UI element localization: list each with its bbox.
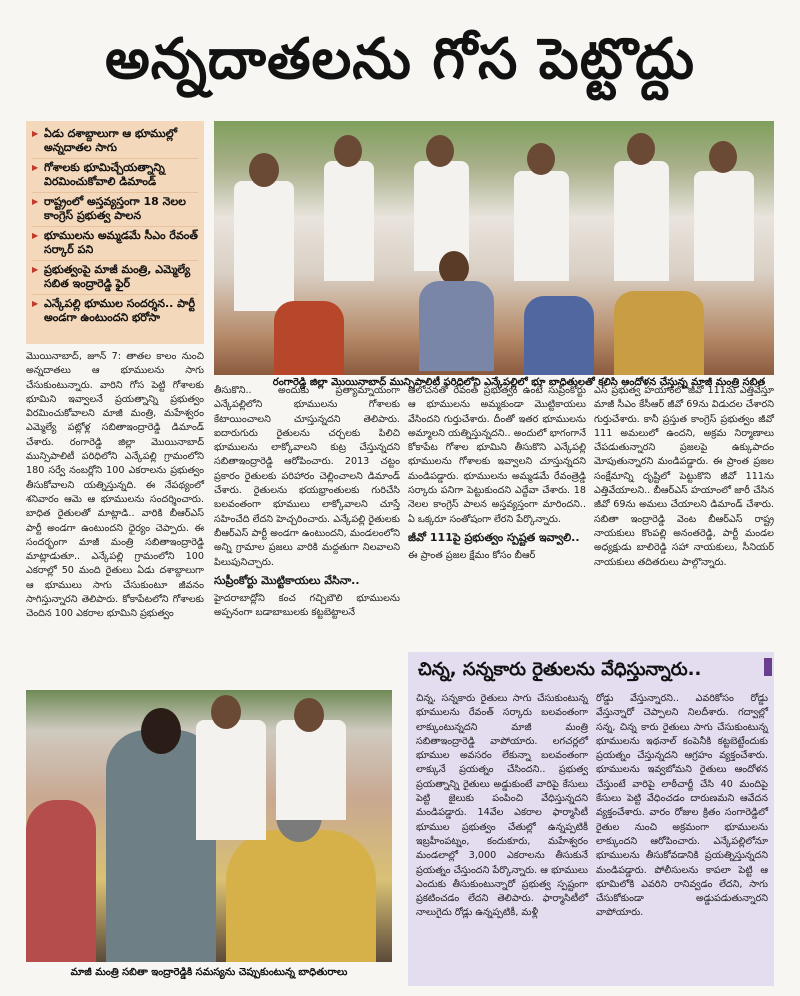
article-column-2 [214,384,400,621]
title-marker [764,658,772,676]
highlight-item: ▶ గోశాలకు భూమిచ్చేయత్నాన్ని విరమించుకోవాలి డిమాండ్ [32,159,198,193]
article-column-1: మొయినాబాద్, జూన్ 7: తాతల కాలం నుంచి అన్నదాతలు ఆ భూములను సాగు చేసుకుంటున్నారు. వారిని గోస పెట్టి గోశాలకు భూమిని ఇవ్వాలనే ప్రయత్నాన్ని ప్రభుత్వం విరమించుకోవాలని మాజీ మంత్రి, మహేశ్వరం ఎమ్మెల్యే పట్లోళ్ల సబితాఇంద్రారెడ్డి డిమాండ్ చేశారు. రంగారెడ్డి జిల్లా మొయినాబాద్ మున్సిపాలిటీ పరిధిలోని ఎన్కేపల్లి గ్రామంలోని 180 సర్వే నంబర్లోని 100 ఎకరాలను ప్రభుత్వం తీసుకోవాలని యత్నిస్తున్నది. ఈ నేపథ్యంలో శనివారం ఆమె ఆ భూములను సందర్శించారు. బాధిత రైతులతో మాట్లాడి.. వారికి బీఆర్ఎస్ పార్టీ అండగా ఉంటుందని ధైర్యం చెప్పారు. ఈ సందర్భంగా మాజీ మంత్రి సబితాఇంద్రారెడ్డి మాట్లాడుతూ.. ఎన్కేపల్లి గ్రామంలోని 100 ఎకరాల్లో 50 మంది రైతులు ఏడు దశాబ్దాలుగా ఆ భూములు సాగు చేసుకుంటూ జీవనం సాగిస్తున్నారని తెలిపారు. కోకాపేటలోని గోశాలకు చెందిన 100 ఎకరాల భూమిని ప్రభుత్వం [26,351,204,620]
sidebar-story-column-1: చిన్న, సన్నకారు రైతులు సాగు చేసుకుంటున్న భూములను రేవంత్ సర్కారు బలవంతంగా లాక్కుంటున్నదని మాజీ మంత్రి సబితాఇంద్రారెడ్డి వాపోయారు. లగచర్లలో భూముల అవసరం లేకున్నా బలవంతంగా లాక్కునే ప్రయత్నం చేసిందని.. ప్రభుత్వ ప్రయత్నాన్ని రైతులు అడ్డుకుంటే వారిపై కేసులు పెట్టి జైలుకు పంపించి వేధిస్తున్నదని మండిపడ్డారు. 14వేల ఎకరాల ఫార్మాసిటీ భూముల ప్రభుత్వం చేతుల్లో ఉన్నప్పటికీ ఇబ్రహీంపట్నం, కందుకూరు, మహేశ్వరం మండలాల్లో 3,000 ఎకరాలను తీసుకునే ప్రయత్నం చేస్తుందని పేర్కొన్నారు. ఆ భూములు ఎందుకు తీసుకుంటున్నారో ప్రభుత్వ స్పష్టంగా ప్రకటించడం లేదని తెలిపారు. ఫార్మాసిటీలో నాలుగైదు రోడ్లు ఉన్నప్పటికీ, మళ్లీ [416,693,588,919]
highlight-item: ▶ ప్రభుత్వంపై మాజీ మంత్రి, ఎమ్మెల్యే సబిత ఇంద్రారెడ్డి ఫైర్ [32,261,198,295]
article-subhead: సుప్రీంకోర్టు మొట్టికాయలు వేసినా.. [214,573,360,587]
highlights-box [26,121,204,344]
news-photo-victim [26,690,392,962]
photo-caption: రంగారెడ్డి జిల్లా మొయినాబాద్ మున్సిపాలిటీ పరిధిలోని ఎన్కేపల్లిలో భూ బాధితులతో కలిసి ఆందోళన చేస్తున్న మాజీ మంత్రి సబిత [272,377,766,388]
article-column-3 [408,384,586,564]
photo-caption: మాజీ మంత్రి సబితా ఇంద్రారెడ్డికి సమస్యను చెప్పుకుంటున్న బాధితురాలు [70,967,348,978]
article-text: ఈ ప్రాంత ప్రజల క్షేమం కోసం బీఆర్ [408,550,536,562]
sidebar-story-column-2: రోడ్డు వేస్తున్నారని.. ఎవరికోసం రోడ్డు వేస్తున్నారో చెప్పాలని నిలదీశారు. గద్వాల్లో సన్న, చిన్న కారు రైతులు సాగు చేసుకుంటున్న భూములను ఇథనాల్ కంపెనీకి కట్టబెట్టేందుకు ప్రయత్నం చేస్తున్నదని ఆగ్రహం వ్యక్తంచేశారు. భూములను ఇవ్వబోమని రైతులు ఆందోళన చేస్తుంటే వారిపై లాఠీచార్జీ చేసి 40 మందిపై కేసులు పెట్టి వేధించడం దారుణమని ఆవేదన వ్యక్తంచేశారు. వారం రోజుల క్రితం సంగారెడ్డిలో రైతుల నుంచి అక్రమంగా భూములను లాక్కుందని ఆరోపించారు. ఎన్కేపల్లిలోనూ భూములను తీసుకోవడానికి ప్రయత్నిస్తున్నదని మండిపడ్డారు. పోలీసులను కాపలా పెట్టి ఆ భూమిలోకి ఎవరిని రానివ్వడం లేదని, సాగు చేసుకోకుండా అడ్డుపడుతున్నారని వాపోయారు. [596,693,768,919]
article-text: హైదరాబాద్లోని కంచ గచ్చిబౌలి భూములను అప్పనంగా బడాబాబులకు కట్టబెట్టాలనే [214,593,400,619]
highlight-item: ▶ భూములను అమ్మడమే సీఎం రేవంత్ సర్కార్ పని [32,227,198,261]
headline: అన్నదాతలను గోస పెట్టొద్దు [104,27,696,92]
article-text: తీసుకొని.. అందుకు ప్రత్యామ్నాయంగా ఎన్కేపల్లిలోని భూములను గోశాలకు కేటాయించాలని చూస్తున్నదని తెలిపారు. ఐదారుగురు రైతులను చర్చలకు పిలిచి భూములను లాక్కోవాలని కుట్ర చేస్తున్నదని సబితాఇంద్రారెడ్డి ఆరోపించారు. 2013 చట్టం ప్రకారం రైతులకు పరిహారం చెల్లించాలని డిమాండ్ చేశారు. రైతులను భయభ్రాంతులకు గురిచేసి బలవంతంగా భూములు లాక్కోవాలని చూస్తే సహించేది లేదని హెచ్చరించారు. ఎన్కేపల్లి రైతులకు బీఆర్ఎస్ పార్టీ అండగా ఉంటుందని, మండలంలోని అన్ని గ్రామాల ప్రజలు వారికి మద్దతుగా నిలవాలని పిలుపునిచ్చారు. [214,385,400,568]
highlight-item: ▶ ఏడు దశాబ్దాలుగా ఆ భూముల్లో అన్నదాతల సాగు [32,125,198,159]
article-column-4: ఎస్ ప్రభుత్వ హయాంలో జీవో 111ను ఎత్తివేస్తూ మాజీ సీఎం కేసీఆర్ జీవో 69ను విడుదల చేశారని గుర్తుచేశారు. కానీ ప్రస్తుత కాంగ్రెస్ ప్రభుత్వం జీవో 111 అమలులో ఉందని, అక్రమ నిర్మాణాలు చేపడుతున్నారని ప్రజలపై ఉక్కుపాదం మోపుతున్నారని మండిపడ్డారు. ఈ ప్రాంత ప్రజల సంక్షేమాన్ని దృష్టిలో పెట్టుకొని జీవో 111ను ఎత్తివేయాలని.. బీఆర్ఎస్ హయాంలో జారీ చేసిన జీవో 69ను అమలు చేయాలని డిమాండ్ చేశారు. సబితా ఇంద్రారెడ్డి వెంట బీఆర్ఎస్ రాష్ట్ర నాయకులు కొంపల్లి అనంతరెడ్డి, పార్టీ మండల అధ్యక్షుడు బాలిరెడ్డి సహా నాయకులు, సీనియర్ నాయకులు తదితరులు పాల్గొన్నారు. [594,385,774,568]
news-photo-protest [214,121,774,375]
highlight-item: ▶ రాష్ట్రంలో అస్తవ్యస్తంగా 18 నెలల కాంగ్రెస్ ప్రభుత్వ పాలన [32,193,198,227]
sidebar-story-title: చిన్న, సన్నకారు రైతులను వేధిస్తున్నారు.. [418,659,702,680]
article-text: ఆలోచనతో రేవంత్ ప్రభుత్వం ఉంటే సుప్రీంకోర్టు ఆ భూములను అమ్మకుండా మొట్టికాయలు వేసిందని గుర్తుచేశారు. దీంతో ఇతర భూములను అమ్మాలని యత్నిస్తున్నదని.. అందులో భాగంగానే కోకాపేట గోశాల భూమిని తీసుకొని ఎన్కేపల్లి భూములను గోశాలకు ఇవ్వాలని చూస్తున్నదని మండిపడ్డారు. భూములను అమ్మడమే రేవంత్రెడ్డి సర్కారు పనిగా పెట్టుకుందని ఎద్దేవా చేశారు. 18 నెలల కాంగ్రెస్ పాలన అస్తవ్యస్తంగా మారిందని.. ఏ ఒక్కరూ సంతోషంగా లేరని పేర్కొన్నారు. [408,385,586,525]
highlight-item: ▶ ఎన్కేపల్లి భూముల సందర్శన.. పార్టీ అండగా ఉంటుందని భరోసా [32,295,198,328]
article-subhead: జీవో 111పై ప్రభుత్వం స్పష్టత ఇవ్వాలి.. [408,530,580,544]
